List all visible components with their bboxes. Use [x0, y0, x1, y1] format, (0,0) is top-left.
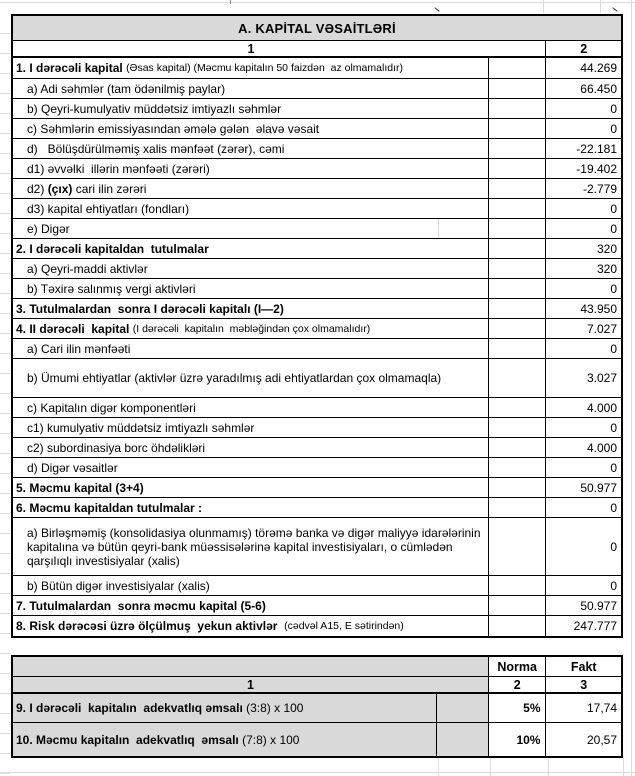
label-text: 8. Risk dərəcəsi üzrə ölçülmuş yekun aktivlər	[16, 619, 285, 633]
spacer-cell[interactable]	[489, 458, 547, 477]
label-text: 6. Məcmu kapitaldan tutulmalar :	[16, 500, 203, 515]
spacer-cell[interactable]	[489, 99, 547, 118]
spacer-cell[interactable]	[489, 398, 547, 417]
row-label-cell[interactable]	[13, 119, 489, 138]
ratio-header-row	[13, 657, 621, 677]
table-row	[13, 418, 621, 438]
spacer-cell[interactable]	[489, 438, 547, 457]
fakt-cell[interactable]: 20,57	[586, 732, 617, 747]
label-text: 7. Tutulmalardan sonra məcmu kapital (5-6)	[16, 598, 266, 613]
label-text: d3) kapital ehtiyatları (fondları)	[27, 201, 190, 216]
row-label-cell[interactable]	[13, 418, 489, 437]
top-column-gridline-1	[543, 0, 544, 13]
column-header-row	[13, 41, 621, 58]
table-row	[13, 596, 621, 616]
norma-header-cell[interactable]: Norma	[489, 657, 547, 676]
row-label-cell[interactable]	[13, 319, 489, 338]
value-cell[interactable]: 0	[610, 101, 617, 116]
value-cell[interactable]: 4.000	[586, 440, 617, 455]
cutoff-text-tick	[230, 0, 231, 4]
spacer-cell[interactable]	[437, 694, 489, 722]
value-cell[interactable]: -2.779	[582, 181, 617, 196]
label-text: cari ilin zərəri	[72, 181, 147, 196]
top-gridline	[0, 2, 635, 3]
table-row	[13, 339, 621, 359]
spacer-cell[interactable]	[489, 279, 547, 298]
fakt-header-cell[interactable]: Fakt	[570, 659, 597, 674]
label-text: 3. Tutulmalardan sonra I dərəcəli kapitalı (I—2)	[16, 301, 284, 316]
ratio-number-header-row	[13, 677, 621, 694]
below-table-gridline-2	[490, 758, 491, 776]
label-text: (3:8) x 100	[246, 701, 304, 715]
value-cell[interactable]: 0	[610, 578, 617, 593]
cutoff-text-mark-right	[612, 7, 617, 11]
bottom-gridline	[0, 772, 635, 773]
spacer-cell[interactable]	[489, 616, 547, 636]
label-text: (cədvəl A15, E sətirindən)	[284, 620, 404, 632]
table-row	[13, 438, 621, 458]
spacer-header-cell[interactable]	[489, 41, 547, 56]
spacer-cell[interactable]	[489, 478, 547, 497]
label-text: c1) kumulyativ müddətsiz imtiyazlı səhmlər	[27, 420, 255, 435]
label-text: 5. Məcmu kapital (3+4)	[16, 480, 144, 495]
ratio-table	[11, 655, 623, 758]
row-label-cell[interactable]	[13, 498, 489, 517]
table-row	[13, 299, 621, 319]
row-label-cell[interactable]	[13, 518, 489, 575]
table-row	[13, 458, 621, 478]
value-cell[interactable]: 0	[610, 201, 617, 216]
label-text: a) Birləşməmiş (konsolidasiya olunmamış) törəmə banka və digər maliyyə idarələrinin kapitalına və bütün qeyri-bank müəssisələrinə kapital investisiyaları, o cümlədən qarşılıqlı investisiyalar (xalis)	[27, 525, 484, 568]
value-cell[interactable]: 0	[610, 221, 617, 236]
spacer-cell[interactable]	[489, 199, 547, 218]
below-table-gridline-3	[548, 758, 549, 776]
spacer-cell[interactable]	[489, 119, 547, 138]
table-row	[13, 119, 621, 139]
value-cell[interactable]: 7.027	[586, 321, 618, 336]
ratio-label-header-cell[interactable]	[13, 657, 489, 676]
row-label-cell[interactable]	[13, 694, 437, 722]
label-number-header-cell[interactable]: 1	[13, 677, 489, 692]
row-label-cell[interactable]	[13, 139, 489, 158]
spacer-cell[interactable]	[489, 139, 547, 158]
value-cell[interactable]: 43.950	[580, 301, 618, 316]
below-table-gridline-4	[623, 758, 624, 776]
value-cell[interactable]: 0	[610, 281, 617, 296]
table-row	[13, 219, 621, 239]
spacer-cell[interactable]	[489, 319, 547, 338]
value-cell[interactable]: 50.977	[580, 598, 618, 613]
below-table-gridline-1	[438, 758, 439, 776]
capital-table-rows	[13, 58, 621, 636]
label-text: 4. II dərəcəli kapital	[16, 321, 133, 336]
value-cell[interactable]: 0	[610, 341, 617, 356]
label-text: e) Digər	[27, 221, 70, 236]
table-row	[13, 139, 621, 159]
table-row	[13, 723, 621, 756]
label-text: 10. Məcmu kapitalın adekvatlıq əmsalı	[16, 732, 243, 747]
row-label-cell[interactable]	[13, 259, 489, 278]
value-cell[interactable]: 0	[610, 539, 617, 554]
label-text: d1) əvvəlki illərin mənfəəti (zərəri)	[27, 161, 210, 176]
label-text: a) Cari ilin mənfəəti	[27, 341, 131, 356]
row-label-cell[interactable]	[13, 359, 489, 397]
spacer-cell[interactable]	[489, 159, 547, 178]
row-label-cell[interactable]	[13, 199, 489, 218]
row-label-cell[interactable]	[13, 79, 489, 98]
label-text: c2) subordinasiya borc öhdəlikləri	[27, 440, 206, 455]
spacer-cell[interactable]	[489, 576, 547, 595]
label-text: b) Bütün digər investisiyalar (xalis)	[27, 578, 210, 593]
label-text: 1. I dərəcəli kapital	[16, 61, 127, 75]
value-cell[interactable]: 0	[610, 500, 618, 515]
label-text: (Əsas kapital) (Məcmu kapitalın 50 faizdən az olmamalıdır)	[126, 62, 403, 74]
label-text: b) Qeyri-kumulyativ müddətsiz imtiyazlı səhmlər	[27, 101, 282, 116]
value-cell[interactable]: -19.402	[576, 161, 617, 176]
table-row	[13, 79, 621, 99]
spacer-cell[interactable]	[489, 219, 547, 238]
row-label-cell[interactable]	[13, 159, 489, 178]
table-row	[13, 159, 621, 179]
table-row	[13, 279, 621, 299]
table-title-cell[interactable]: A. KAPİTAL VƏSAİTLƏRİ	[13, 16, 621, 41]
table-row	[13, 694, 621, 723]
table-row	[13, 179, 621, 199]
row-label-cell[interactable]	[13, 398, 489, 417]
value-cell[interactable]: 320	[596, 261, 617, 276]
label-column-header-cell[interactable]: 1	[247, 41, 255, 56]
label-text: b) Təxirə salınmış vergi aktivləri	[27, 281, 196, 296]
left-margin-gridlines	[0, 14, 10, 776]
fakt-number-header-cell[interactable]: 3	[580, 677, 588, 692]
table-row	[13, 99, 621, 119]
row-label-cell[interactable]	[13, 723, 437, 756]
value-cell[interactable]: 0	[610, 420, 617, 435]
row-label-cell[interactable]	[13, 596, 489, 615]
table-row	[13, 199, 621, 219]
label-text: c) Kapitalın digər komponentləri	[27, 400, 196, 415]
label-text: (I dərəcəli kapitalın məbləğindən çox olmamalıdır)	[132, 322, 371, 335]
row-label-cell[interactable]	[13, 438, 489, 457]
value-cell[interactable]: 44.269	[580, 61, 618, 75]
label-text: d) Digər vəsaitlər	[27, 460, 118, 475]
label-text: a) Adi səhmlər (tam ödənilmiş paylar)	[27, 81, 226, 96]
table-row	[13, 259, 621, 279]
table-row	[13, 319, 621, 339]
label-text: d2)	[27, 181, 48, 196]
spacer-cell[interactable]	[489, 79, 547, 98]
row-label-cell[interactable]	[13, 239, 489, 258]
label-text: a) Qeyri-maddi aktivlər	[27, 261, 148, 276]
cutoff-text-mark-left	[434, 7, 439, 11]
row-label-cell[interactable]	[13, 478, 489, 497]
label-text: d) Bölüşdürülməmiş xalis mənfəət (zərər), cəmi	[27, 141, 285, 156]
value-cell[interactable]: 3.027	[586, 371, 617, 385]
spacer-cell[interactable]	[489, 179, 547, 198]
label-text: b) Ümumi ehtiyatlar (aktivlər üzrə yaradılmış adi ehtiyatlardan çox olmamaqla)	[27, 371, 442, 385]
norma-cell[interactable]: 10%	[489, 723, 547, 756]
value-cell[interactable]: -22.181	[576, 141, 617, 156]
norma-cell[interactable]: 5%	[489, 694, 547, 722]
spacer-cell[interactable]	[489, 299, 547, 318]
spacer-cell[interactable]	[489, 418, 547, 437]
value-cell[interactable]: 50.977	[580, 480, 618, 495]
value-cell[interactable]: 0	[610, 121, 617, 136]
capital-table	[11, 14, 623, 638]
value-cell[interactable]: 4.000	[586, 400, 617, 415]
inner-gridline	[438, 219, 439, 238]
spacer-cell[interactable]	[489, 239, 547, 258]
fakt-cell[interactable]: 17,74	[586, 701, 617, 715]
table-row	[13, 239, 621, 259]
spacer-cell[interactable]	[489, 359, 547, 397]
table-row	[13, 478, 621, 498]
value-column-header-cell[interactable]: 2	[580, 41, 588, 56]
norma-number-header-cell[interactable]: 2	[489, 677, 547, 692]
table-row	[13, 359, 621, 398]
label-text: 9. I dərəcəli kapitalın adekvatlıq əmsalı	[16, 701, 247, 715]
value-cell[interactable]: 247.777	[573, 619, 618, 633]
row-label-cell[interactable]	[13, 616, 489, 636]
row-label-cell[interactable]	[13, 299, 489, 318]
table-row	[13, 616, 621, 636]
spacer-cell[interactable]	[489, 596, 547, 615]
top-column-gridline-2	[600, 0, 601, 13]
row-label-cell[interactable]	[13, 58, 489, 78]
row-label-cell[interactable]	[13, 219, 489, 238]
spacer-cell[interactable]	[489, 339, 547, 358]
table-row	[13, 58, 621, 79]
row-label-cell[interactable]	[13, 458, 489, 477]
row-label-cell[interactable]	[13, 576, 489, 595]
value-cell[interactable]: 0	[610, 460, 617, 475]
spacer-cell[interactable]	[489, 518, 547, 575]
label-text: (çıx)	[47, 181, 73, 196]
row-label-cell[interactable]	[13, 99, 489, 118]
spacer-cell[interactable]	[437, 723, 489, 756]
spacer-cell[interactable]	[489, 259, 547, 278]
table-row	[13, 398, 621, 418]
label-text: 2. I dərəcəli kapitaldan tutulmalar	[16, 241, 209, 256]
table-row	[13, 498, 621, 518]
row-label-cell[interactable]	[13, 339, 489, 358]
row-label-cell[interactable]	[13, 279, 489, 298]
value-cell[interactable]: 320	[596, 241, 618, 256]
spacer-cell[interactable]	[489, 498, 547, 517]
row-label-cell[interactable]	[13, 179, 489, 198]
table-row	[13, 518, 621, 576]
spacer-cell[interactable]	[489, 58, 547, 78]
ratio-table-rows	[13, 694, 621, 756]
label-text: (7:8) x 100	[242, 732, 300, 747]
value-cell[interactable]: 66.450	[580, 81, 617, 96]
label-text: c) Səhmlərin emissiyasından əmələ gələn əlavə vəsait	[27, 121, 320, 136]
right-margin-gridline	[631, 0, 632, 776]
table-row	[13, 576, 621, 596]
